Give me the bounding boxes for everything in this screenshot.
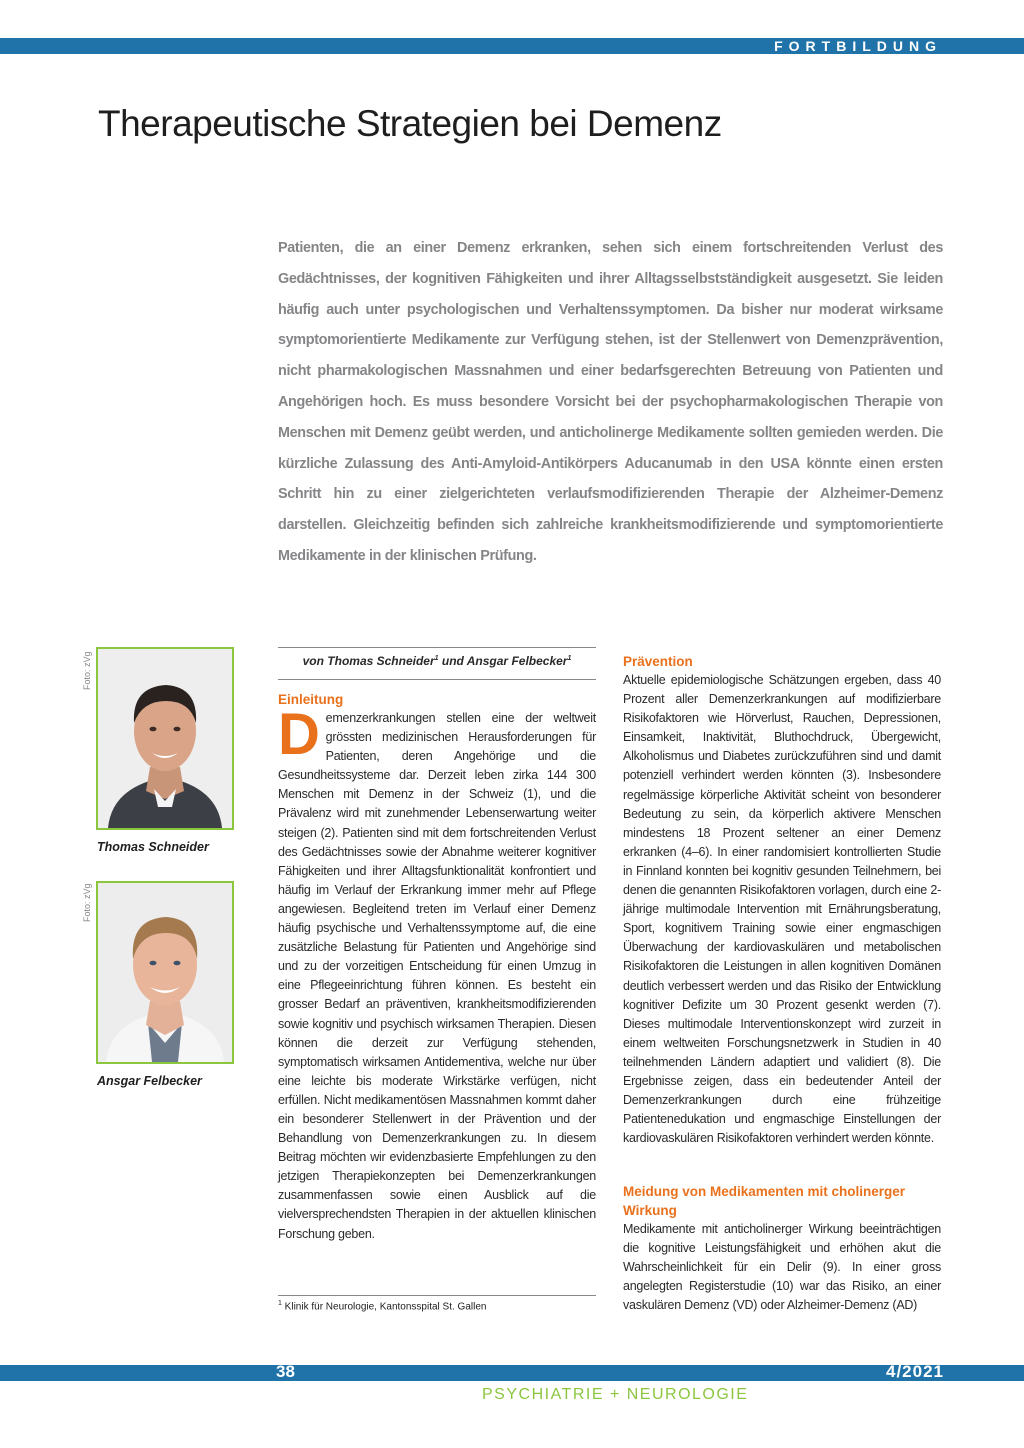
- section-body: Demenzerkrankungen stellen eine der weltweit grössten medizinischen Herausforderungen für Patienten, deren Angehörige und die Gesundheitssysteme dar. Derzeit leben zirka 144 300 Menschen mit Demenz in der Schweiz (1), und die Prävalenz wird mit zunehmender Lebenserwartung weiter steigen (2). Patienten sind mit dem fortschreitenden Verlust des Gedächtnisses sowie der Abnahme weiterer kognitiver Fähigkeiten und ihrer Alltagsfunktionalität konfrontiert und häufig im Verlauf der Erkrankung immer mehr auf Pflege angewiesen. Begleitend treten im Verlauf einer Demenz häufig psychische und Verhaltenssymptome auf, die eine zusätzliche Belastung für Patienten und Angehörige sind und zu der vorzeitigen Entscheidung für einen Umzug in eine Pflegeeinrichtung führen können. Es besteht ein grosser Bedarf an präventiven, krankheitsmodifizierenden sowie kognitiv und psychisch wirksamen Therapien. Diesen können die derzeit zur Verfügung stehenden, symptomatisch wirksamen Antidementiva, welche nur über eine leichte bis moderate Wirkstärke verfügen, nicht erfüllen. Nicht medikamentösen Massnahmen kommt daher ein besonderer Stellenwert in der Prävention und der Behandlung von Demenzerkrankungen zu. In diesem Beitrag möchten wir evidenzbasierte Empfehlungen zu den jetzigen Therapiekonzepten bei Demenzerkrankungen zusammenfassen sowie einen Ausblick auf die vielversprechendsten Therapien in der aktuellen klinischen Forschung geben.: [278, 702, 596, 1241]
- section-heading: Einleitung: [278, 692, 344, 707]
- section-body: Medikamente mit anticholinerger Wirkung beeinträchtigen die kognitive Leistungsfähigkeit und erhöhen akut die Wahrscheinlichkeit für ein Delir (9). In einer gross angelegten Registerstudie (10) war das Risiko, an einer vaskulären Demenz (VD) oder Alzheimer-Demenz (AD): [623, 1222, 941, 1313]
- byline: von Thomas Schneider$^1$ und Ansgar Felbecker$^1$: [302, 654, 572, 668]
- footnote: $^1$ Klinik für Neurologie, Kantonsspital St. Gallen: [278, 1300, 487, 1313]
- drop-cap: D: [278, 702, 320, 767]
- section-heading: Meidung von Medikamenten mit cholinerger Wirkung: [623, 1184, 906, 1218]
- article-title: Therapeutische Strategien bei Demenz: [98, 103, 722, 144]
- footer-bar: [0, 1365, 1024, 1381]
- author-name-felbecker: Ansgar Felbecker: [97, 1074, 202, 1088]
- photo-credit: Foto: zVg: [82, 883, 92, 922]
- section-einleitung: [278, 690, 596, 1244]
- section-praevention: [623, 652, 941, 1148]
- byline-rule-bottom: [278, 679, 596, 680]
- page-number: 38: [276, 1362, 295, 1381]
- article-lead: Patienten, die an einer Demenz erkranken, sehen sich einem fortschreitenden Verlust des Gedächtnisses, der kognitiven Fähigkeiten und ihrer Alltagsselbstständigkeit ausgesetzt. Sie leiden häufig auch unter psychologischen und Verhaltenssymptomen. Da bisher nur moderat wirksame symptomorientierte Medikamente zur Verfügung stehen, ist der Stellenwert von Demenzprävention, nicht pharmakologischen Massnahmen und einer bedarfsgerechten Betreuung von Patienten und Angehörigen hoch. Es muss besondere Vorsicht bei der psychopharmakologischen Therapie von Menschen mit Demenz geübt werden, und anticholinerge Medikamente sollten gemieden werden. Die kürzliche Zulassung des Anti-Amyloid-Antikörpers Aducanumab in den USA könnte einen ersten Schritt hin zu einer zielgerichteten verlaufsmodifizierenden Therapie der Alzheimer-Demenz darstellen. Gleichzeitig befinden sich zahlreiche krankheitsmodifizierende und symptomorientierte Medikamente in der klinischen Prüfung.: [278, 240, 943, 564]
- author-photo-felbecker: [96, 881, 234, 1064]
- footnote-rule: [278, 1295, 596, 1296]
- photo-credit: Foto: zVg: [82, 651, 92, 690]
- byline-rule-top: [278, 647, 596, 648]
- section-label: FORTBILDUNG: [774, 38, 942, 54]
- section-meidung: [623, 1182, 941, 1315]
- author-photo-schneider: [96, 647, 234, 830]
- author-name-schneider: Thomas Schneider: [97, 840, 209, 854]
- section-body: Aktuelle epidemiologische Schätzungen ergeben, dass 40 Prozent aller Demenzerkrankungen auf modifizierbare Risikofaktoren wie Hörverlust, Rauchen, Depressionen, Einsamkeit, Inaktivität, Bluthochdruck, Übergewicht, Alkoholismus und Diabetes zurückzuführen sind und damit potenziell verhindert werden könnten (3). Insbesondere regelmässige körperliche Aktivität scheint von besonderer Bedeutung zu sein, da körperlich aktivere Menschen mindestens 18 Prozent seltener an einer Demenz erkranken (4–6). In einer randomisiert kontrollierten Studie in Finnland konnten bei kognitiv gesunden Teilnehmern, bei denen die genannten Risikofaktoren vorlagen, durch eine 2-jährige multimodale Intervention mit Ernährungsberatung, Sport, kognitivem Training sowie einer engmaschigen Überwachung der kardiovaskulären und metabolischen Risikofaktoren die Leistungen in allen kognitiven Domänen deutlich verbessert werden und das Risiko der Entwicklung kognitiver Defizite um 30 Prozent gesenkt werden (7). Dieses multimodale Interventionskonzept wird zurzeit in einem weltweiten Forschungsnetzwerk in Studien in 40 teilnehmenden Ländern adaptiert und validiert (8). Die Ergebnisse zeigen, dass ein bedeutender Anteil der Demenzerkrankungen durch eine frühzeitige Patientenedukation und engmaschige Einstellungen der kardiovaskulären Risikofaktoren verhindert werden könnte.: [623, 673, 941, 1146]
- issue-label: 4/2021: [886, 1362, 944, 1381]
- journal-name: PSYCHIATRIE + NEUROLOGIE: [482, 1386, 749, 1403]
- section-heading: Prävention: [623, 654, 693, 669]
